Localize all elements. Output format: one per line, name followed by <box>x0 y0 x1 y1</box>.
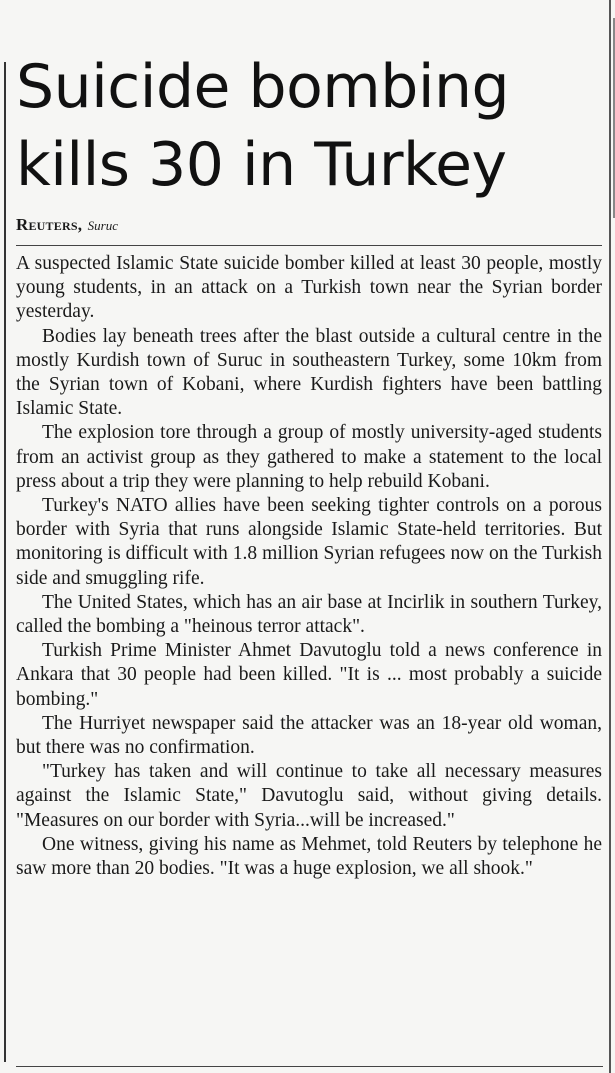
paragraph: A suspected Islamic State suicide bomber killed at least 30 people, mostly young students, in an attack on a Turkish town near the Syrian border yesterday. <box>16 253 602 323</box>
paragraph: Turkey's NATO allies have been seeking tighter controls on a porous border with Syria that runs alongside Islamic State-held territories. But monitoring is difficult with 1.8 million Syrian refugees now on the Turkish side and smuggling rife. <box>16 495 602 589</box>
column-left-rule <box>4 62 6 1062</box>
paragraph: One witness, giving his name as Mehmet, told Reuters by telephone he saw more than 20 bodies. "It was a huge explosion, we all shook." <box>16 833 602 880</box>
article-body <box>16 252 602 881</box>
paragraph: Turkish Prime Minister Ahmet Davutoglu told a news conference in Ankara that 30 people had been killed. "It is ... most probably a suicide bombing." <box>16 640 602 710</box>
column-right-rule <box>609 0 611 1073</box>
byline <box>16 216 602 236</box>
paragraph: Bodies lay beneath trees after the blast outside a cultural centre in the mostly Kurdish town of Suruc in southeastern Turkey, some 10km from the Syrian town of Kobani, where Kurdish fighters have been battling Islamic State. <box>16 325 602 420</box>
paragraph: The explosion tore through a group of mostly university-aged students from an activist group as they gathered to make a statement to the local press about a trip they were planning to help rebuild Kobani. <box>16 422 602 492</box>
article-bottom-rule <box>16 1066 603 1067</box>
headline: Suicide bombing kills 30 in Turkey <box>16 52 510 200</box>
byline-agency: Reuters, <box>16 215 83 234</box>
byline-divider <box>16 245 602 246</box>
paragraph: The Hurriyet newspaper said the attacker was an 18-year old woman, but there was no confirmation. <box>16 712 602 759</box>
paragraph: "Turkey has taken and will continue to take all necessary measures against the Islamic State," Davutoglu said, without giving details. "Measures on our border with Syria...will be increased." <box>16 761 602 831</box>
byline-dateline: Suruc <box>87 218 118 233</box>
news-article <box>16 48 602 881</box>
paragraph: The United States, which has an air base at Incirlik in southern Turkey, called the bombing a "heinous terror attack". <box>16 591 602 638</box>
